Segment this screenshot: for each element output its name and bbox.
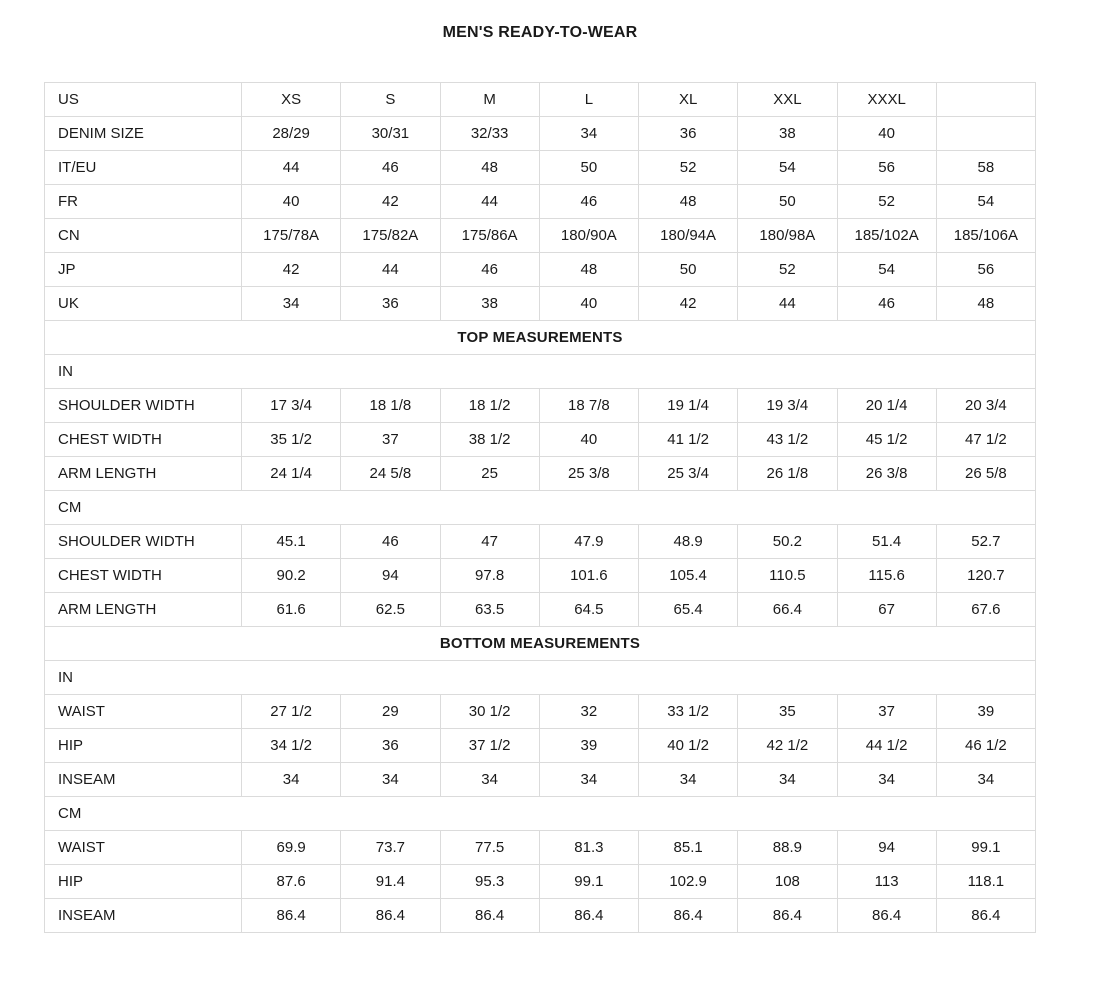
size-value-cell: 58 [936,151,1035,185]
size-value-cell: 115.6 [837,559,936,593]
size-value-cell: 38 [738,117,837,151]
size-value-cell: 44 [738,287,837,321]
size-value-cell: 34 [539,763,638,797]
row-label: INSEAM [45,763,242,797]
table-row [45,423,1036,457]
size-value-cell: 29 [341,695,440,729]
size-value-cell: 95.3 [440,865,539,899]
size-value-cell: 34 [242,763,341,797]
size-value-cell: 24 5/8 [341,457,440,491]
size-value-cell: 37 [341,423,440,457]
size-value-cell: 34 [539,117,638,151]
table-row [45,593,1036,627]
size-value-cell: 34 [242,287,341,321]
size-value-cell: 88.9 [738,831,837,865]
size-value-cell: 25 3/8 [539,457,638,491]
size-value-cell: 34 [936,763,1035,797]
size-table [44,82,1036,933]
row-label: JP [45,253,242,287]
size-value-cell: 47 1/2 [936,423,1035,457]
size-value-cell: L [539,83,638,117]
size-value-cell: 56 [837,151,936,185]
size-value-cell: 38 1/2 [440,423,539,457]
size-value-cell: 54 [936,185,1035,219]
section-heading: BOTTOM MEASUREMENTS [45,627,1036,661]
size-value-cell: 44 [440,185,539,219]
table-row [45,695,1036,729]
size-value-cell: 26 1/8 [738,457,837,491]
section-heading: TOP MEASUREMENTS [45,321,1036,355]
size-value-cell: 64.5 [539,593,638,627]
size-value-cell: 86.4 [837,899,936,933]
size-value-cell: 42 [242,253,341,287]
size-value-cell: 34 [341,763,440,797]
size-value-cell: 46 [440,253,539,287]
size-value-cell: 35 [738,695,837,729]
size-value-cell: 44 1/2 [837,729,936,763]
size-value-cell: 86.4 [639,899,738,933]
size-value-cell: 66.4 [738,593,837,627]
row-label: INSEAM [45,899,242,933]
size-value-cell: 185/106A [936,219,1035,253]
size-value-cell: 34 [639,763,738,797]
size-value-cell: 65.4 [639,593,738,627]
unit-label: CM [45,797,1036,831]
size-value-cell: 18 7/8 [539,389,638,423]
size-value-cell: 30 1/2 [440,695,539,729]
size-value-cell: 52 [837,185,936,219]
size-value-cell: 86.4 [242,899,341,933]
size-value-cell: 85.1 [639,831,738,865]
table-row [45,389,1036,423]
size-value-cell: 36 [341,287,440,321]
size-value-cell: 34 1/2 [242,729,341,763]
size-value-cell: 99.1 [539,865,638,899]
size-value-cell: 94 [837,831,936,865]
size-value-cell: 180/90A [539,219,638,253]
size-value-cell: 63.5 [440,593,539,627]
unit-row [45,661,1036,695]
size-value-cell: 20 1/4 [837,389,936,423]
size-value-cell: 34 [837,763,936,797]
size-value-cell: 20 3/4 [936,389,1035,423]
size-value-cell: 52 [639,151,738,185]
size-value-cell: 97.8 [440,559,539,593]
unit-row [45,491,1036,525]
size-value-cell: 48 [936,287,1035,321]
size-value-cell: 61.6 [242,593,341,627]
size-value-cell: 50 [539,151,638,185]
size-value-cell: 40 [242,185,341,219]
size-value-cell: S [341,83,440,117]
size-value-cell: 86.4 [738,899,837,933]
size-value-cell: 180/98A [738,219,837,253]
table-row [45,253,1036,287]
table-row [45,729,1036,763]
size-value-cell: 81.3 [539,831,638,865]
unit-label: IN [45,661,1036,695]
row-label: HIP [45,865,242,899]
size-value-cell: 46 [539,185,638,219]
size-value-cell: 45 1/2 [837,423,936,457]
size-table-body [45,83,1036,933]
size-value-cell: 25 3/4 [639,457,738,491]
size-value-cell: 91.4 [341,865,440,899]
size-value-cell: 26 3/8 [837,457,936,491]
size-value-cell: 44 [242,151,341,185]
size-value-cell: 33 1/2 [639,695,738,729]
size-value-cell: 43 1/2 [738,423,837,457]
row-label: WAIST [45,695,242,729]
size-value-cell: XXXL [837,83,936,117]
size-value-cell: 56 [936,253,1035,287]
size-value-cell [936,83,1035,117]
row-label: SHOULDER WIDTH [45,525,242,559]
row-label: CHEST WIDTH [45,559,242,593]
row-label: IT/EU [45,151,242,185]
row-label: FR [45,185,242,219]
size-value-cell: 35 1/2 [242,423,341,457]
size-value-cell: XL [639,83,738,117]
size-value-cell: 110.5 [738,559,837,593]
size-value-cell: 50 [738,185,837,219]
size-value-cell: 24 1/4 [242,457,341,491]
row-label: CHEST WIDTH [45,423,242,457]
size-value-cell: 42 [639,287,738,321]
size-value-cell: 77.5 [440,831,539,865]
table-row [45,457,1036,491]
size-value-cell: 67 [837,593,936,627]
table-row [45,185,1036,219]
size-value-cell: 180/94A [639,219,738,253]
size-value-cell: 86.4 [936,899,1035,933]
size-value-cell: 48 [639,185,738,219]
size-value-cell: 175/86A [440,219,539,253]
size-value-cell: 50.2 [738,525,837,559]
size-value-cell: 37 1/2 [440,729,539,763]
size-value-cell: 37 [837,695,936,729]
size-value-cell: 48 [440,151,539,185]
size-value-cell: 48 [539,253,638,287]
row-label: CN [45,219,242,253]
size-value-cell: 46 [341,151,440,185]
row-label: HIP [45,729,242,763]
size-value-cell: 51.4 [837,525,936,559]
row-label: ARM LENGTH [45,457,242,491]
section-header-row [45,627,1036,661]
size-value-cell: 39 [539,729,638,763]
unit-row [45,355,1036,389]
size-value-cell: 50 [639,253,738,287]
size-value-cell: 175/78A [242,219,341,253]
size-value-cell: 67.6 [936,593,1035,627]
size-value-cell: 41 1/2 [639,423,738,457]
size-value-cell: 32 [539,695,638,729]
size-value-cell: 94 [341,559,440,593]
table-row [45,899,1036,933]
size-chart-container [44,24,1036,933]
size-value-cell: 48.9 [639,525,738,559]
size-value-cell: 38 [440,287,539,321]
row-label: ARM LENGTH [45,593,242,627]
size-value-cell: XS [242,83,341,117]
size-value-cell: 28/29 [242,117,341,151]
size-value-cell: 46 [341,525,440,559]
size-value-cell: 27 1/2 [242,695,341,729]
size-value-cell: 87.6 [242,865,341,899]
size-value-cell: 101.6 [539,559,638,593]
size-value-cell: 40 1/2 [639,729,738,763]
unit-row [45,797,1036,831]
size-value-cell: 40 [539,287,638,321]
size-value-cell: 44 [341,253,440,287]
size-value-cell: 62.5 [341,593,440,627]
unit-label: CM [45,491,1036,525]
table-row [45,865,1036,899]
table-row [45,219,1036,253]
size-value-cell: 25 [440,457,539,491]
size-value-cell: 46 1/2 [936,729,1035,763]
row-label: US [45,83,242,117]
row-label: DENIM SIZE [45,117,242,151]
table-row [45,287,1036,321]
size-value-cell: 73.7 [341,831,440,865]
size-value-cell: 18 1/8 [341,389,440,423]
size-value-cell: 99.1 [936,831,1035,865]
size-value-cell: 90.2 [242,559,341,593]
size-value-cell: 34 [440,763,539,797]
size-value-cell: 18 1/2 [440,389,539,423]
size-value-cell: 54 [738,151,837,185]
size-value-cell: 32/33 [440,117,539,151]
size-value-cell: 54 [837,253,936,287]
size-value-cell: 46 [837,287,936,321]
size-value-cell: 45.1 [242,525,341,559]
size-value-cell: 42 1/2 [738,729,837,763]
page-title: MEN'S READY-TO-WEAR [442,24,638,41]
size-value-cell: 47.9 [539,525,638,559]
size-value-cell: 52 [738,253,837,287]
size-value-cell: 40 [539,423,638,457]
size-value-cell: 120.7 [936,559,1035,593]
size-value-cell: 17 3/4 [242,389,341,423]
size-value-cell: 105.4 [639,559,738,593]
size-value-cell: 34 [738,763,837,797]
size-value-cell: M [440,83,539,117]
table-row [45,559,1036,593]
row-label: UK [45,287,242,321]
row-label: SHOULDER WIDTH [45,389,242,423]
size-value-cell: 86.4 [539,899,638,933]
table-row [45,525,1036,559]
size-value-cell: 40 [837,117,936,151]
size-value-cell: 102.9 [639,865,738,899]
size-value-cell: 30/31 [341,117,440,151]
size-value-cell: 86.4 [440,899,539,933]
size-value-cell: 19 1/4 [639,389,738,423]
size-value-cell: 19 3/4 [738,389,837,423]
table-row [45,151,1036,185]
size-value-cell: 39 [936,695,1035,729]
size-value-cell [936,117,1035,151]
size-value-cell: XXL [738,83,837,117]
row-label: WAIST [45,831,242,865]
table-row [45,763,1036,797]
size-value-cell: 118.1 [936,865,1035,899]
size-value-cell: 86.4 [341,899,440,933]
size-value-cell: 108 [738,865,837,899]
size-value-cell: 36 [639,117,738,151]
size-value-cell: 175/82A [341,219,440,253]
size-value-cell: 185/102A [837,219,936,253]
table-row [45,831,1036,865]
size-value-cell: 52.7 [936,525,1035,559]
size-value-cell: 42 [341,185,440,219]
size-value-cell: 26 5/8 [936,457,1035,491]
table-row [45,117,1036,151]
size-value-cell: 47 [440,525,539,559]
size-value-cell: 69.9 [242,831,341,865]
section-header-row [45,321,1036,355]
size-value-cell: 113 [837,865,936,899]
size-value-cell: 36 [341,729,440,763]
unit-label: IN [45,355,1036,389]
table-row [45,83,1036,117]
